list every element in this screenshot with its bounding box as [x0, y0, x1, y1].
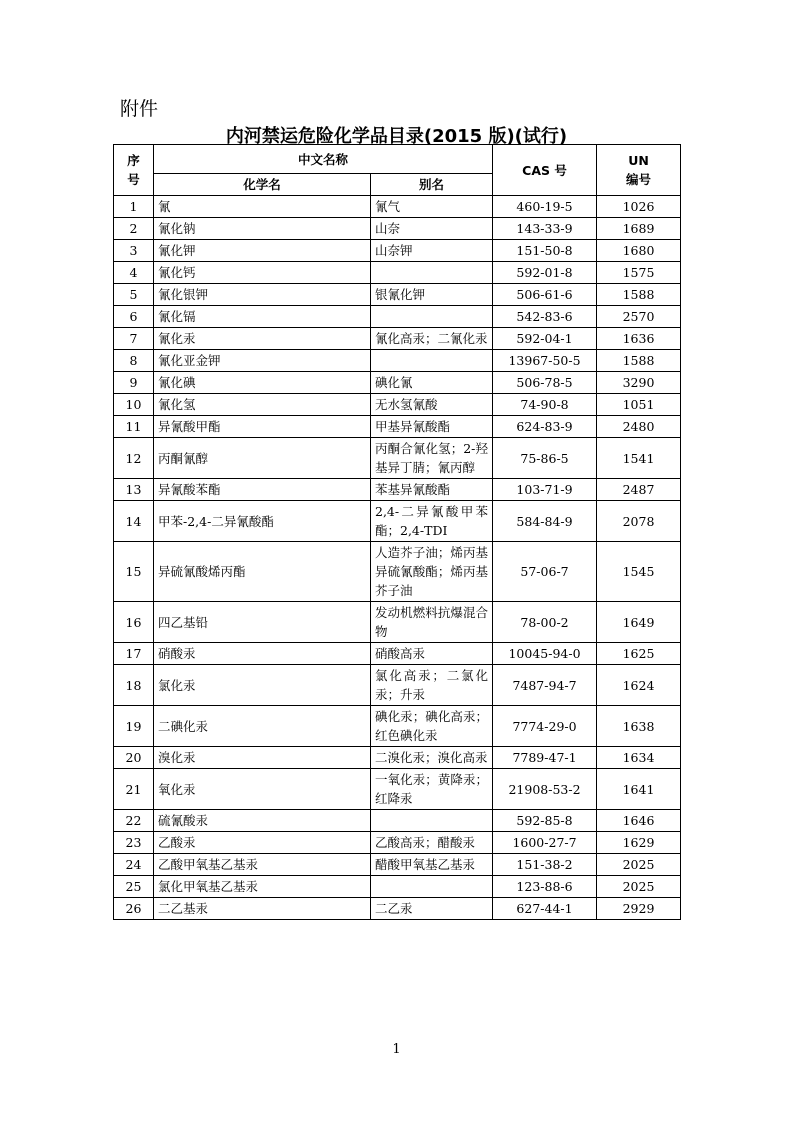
row-number: 16	[114, 602, 154, 643]
chemicals-table	[113, 144, 681, 920]
cas-number-cell: 460-19-5	[493, 196, 597, 218]
row-number: 12	[114, 438, 154, 479]
alias-cell: 碘化氰	[371, 372, 493, 394]
cas-number-cell: 7487-94-7	[493, 665, 597, 706]
chemical-name-cell: 氰化碘	[154, 372, 371, 394]
chemical-name-cell: 氰化氢	[154, 394, 371, 416]
row-number: 7	[114, 328, 154, 350]
cas-number-cell: 57-06-7	[493, 542, 597, 602]
table-row	[114, 416, 681, 438]
row-number: 5	[114, 284, 154, 306]
cas-number-cell: 143-33-9	[493, 218, 597, 240]
cas-number-cell: 7789-47-1	[493, 747, 597, 769]
alias-cell: 发动机燃料抗爆混合物	[371, 602, 493, 643]
alias-cell: 二溴化汞；溴化高汞	[371, 747, 493, 769]
cas-number-cell: 1600-27-7	[493, 832, 597, 854]
header-seq-bottom: 号	[127, 172, 140, 187]
table-row	[114, 665, 681, 706]
table-row	[114, 810, 681, 832]
chemical-name-cell: 异硫氰酸烯丙酯	[154, 542, 371, 602]
un-number-cell: 1625	[597, 643, 681, 665]
row-number: 22	[114, 810, 154, 832]
row-number: 14	[114, 501, 154, 542]
row-number: 21	[114, 769, 154, 810]
row-number: 23	[114, 832, 154, 854]
un-number-cell: 1649	[597, 602, 681, 643]
header-seq-top: 序	[127, 153, 140, 168]
un-number-cell: 2480	[597, 416, 681, 438]
row-number: 6	[114, 306, 154, 328]
un-number-cell: 2929	[597, 898, 681, 920]
cas-number-cell: 75-86-5	[493, 438, 597, 479]
alias-cell: 氰气	[371, 196, 493, 218]
row-number: 18	[114, 665, 154, 706]
chemical-name-cell: 二碘化汞	[154, 706, 371, 747]
header-un	[597, 145, 681, 196]
table-row	[114, 328, 681, 350]
alias-cell: 氯化高汞；二氯化汞；升汞	[371, 665, 493, 706]
alias-cell	[371, 810, 493, 832]
document-title: 内河禁运危险化学品目录(2015 版)(试行)	[225, 126, 568, 147]
alias-cell: 人造芥子油；烯丙基异硫氰酸酯；烯丙基芥子油	[371, 542, 493, 602]
alias-cell	[371, 350, 493, 372]
table-row	[114, 240, 681, 262]
cas-number-cell: 10045-94-0	[493, 643, 597, 665]
alias-cell: 硝酸高汞	[371, 643, 493, 665]
table-row	[114, 898, 681, 920]
cas-number-cell: 592-01-8	[493, 262, 597, 284]
un-number-cell: 1646	[597, 810, 681, 832]
cas-number-cell: 151-38-2	[493, 854, 597, 876]
header-chemical-name: 化学名	[154, 174, 371, 196]
row-number: 20	[114, 747, 154, 769]
alias-cell: 丙酮合氰化氢；2-羟基异丁腈；氰丙醇	[371, 438, 493, 479]
cas-number-cell: 584-84-9	[493, 501, 597, 542]
un-number-cell: 3290	[597, 372, 681, 394]
cas-number-cell: 506-78-5	[493, 372, 597, 394]
chemical-name-cell: 氰化银钾	[154, 284, 371, 306]
chemical-name-cell: 四乙基铅	[154, 602, 371, 643]
chemical-name-cell: 氰化亚金钾	[154, 350, 371, 372]
row-number: 26	[114, 898, 154, 920]
table-row	[114, 262, 681, 284]
un-number-cell: 1588	[597, 350, 681, 372]
row-number: 3	[114, 240, 154, 262]
chemical-name-cell: 二乙基汞	[154, 898, 371, 920]
cas-number-cell: 78-00-2	[493, 602, 597, 643]
row-number: 13	[114, 479, 154, 501]
table-row	[114, 438, 681, 479]
table-row	[114, 643, 681, 665]
row-number: 11	[114, 416, 154, 438]
row-number: 4	[114, 262, 154, 284]
cas-number-cell: 627-44-1	[493, 898, 597, 920]
cas-number-cell: 74-90-8	[493, 394, 597, 416]
alias-cell: 甲基异氰酸酯	[371, 416, 493, 438]
cas-number-cell: 506-61-6	[493, 284, 597, 306]
un-number-cell: 2487	[597, 479, 681, 501]
table-row	[114, 394, 681, 416]
chemical-name-cell: 氰化钙	[154, 262, 371, 284]
alias-cell: 2,4-二异氰酸甲苯酯；2,4-TDI	[371, 501, 493, 542]
chemical-name-cell: 氰	[154, 196, 371, 218]
un-number-cell: 1026	[597, 196, 681, 218]
table-row	[114, 706, 681, 747]
un-number-cell: 2570	[597, 306, 681, 328]
table-row	[114, 350, 681, 372]
un-number-cell: 1638	[597, 706, 681, 747]
page-number: 1	[392, 1042, 401, 1057]
alias-cell	[371, 306, 493, 328]
cas-number-cell: 123-88-6	[493, 876, 597, 898]
un-number-cell: 2078	[597, 501, 681, 542]
un-number-cell: 1051	[597, 394, 681, 416]
attachment-label: 附件	[120, 98, 159, 120]
table-row	[114, 542, 681, 602]
header-alias: 别名	[371, 174, 493, 196]
row-number: 19	[114, 706, 154, 747]
un-number-cell: 1680	[597, 240, 681, 262]
alias-cell: 乙酸高汞；醋酸汞	[371, 832, 493, 854]
un-number-cell: 2025	[597, 876, 681, 898]
chemical-name-cell: 氯化甲氧基乙基汞	[154, 876, 371, 898]
cas-number-cell: 542-83-6	[493, 306, 597, 328]
header-un-bottom: 编号	[626, 172, 652, 187]
alias-cell: 碘化汞；碘化高汞；红色碘化汞	[371, 706, 493, 747]
chemical-name-cell: 异氰酸苯酯	[154, 479, 371, 501]
un-number-cell: 1629	[597, 832, 681, 854]
cas-number-cell: 103-71-9	[493, 479, 597, 501]
chemical-name-cell: 异氰酸甲酯	[154, 416, 371, 438]
header-un-top: UN	[628, 153, 649, 168]
chemical-name-cell: 氰化钾	[154, 240, 371, 262]
row-number: 17	[114, 643, 154, 665]
un-number-cell: 1541	[597, 438, 681, 479]
chemical-name-cell: 氧化汞	[154, 769, 371, 810]
chemical-name-cell: 氰化汞	[154, 328, 371, 350]
table-row	[114, 769, 681, 810]
table-row	[114, 854, 681, 876]
header-seq	[114, 145, 154, 196]
table-row	[114, 602, 681, 643]
alias-cell: 一氧化汞；黄降汞；红降汞	[371, 769, 493, 810]
table-row	[114, 479, 681, 501]
chemical-name-cell: 氰化镉	[154, 306, 371, 328]
un-number-cell: 1624	[597, 665, 681, 706]
alias-cell: 二乙汞	[371, 898, 493, 920]
chemical-name-cell: 丙酮氰醇	[154, 438, 371, 479]
cas-number-cell: 7774-29-0	[493, 706, 597, 747]
un-number-cell: 1689	[597, 218, 681, 240]
chemical-name-cell: 硝酸汞	[154, 643, 371, 665]
row-number: 9	[114, 372, 154, 394]
table-row	[114, 832, 681, 854]
row-number: 25	[114, 876, 154, 898]
cas-number-cell: 151-50-8	[493, 240, 597, 262]
table-body	[114, 196, 681, 920]
chemical-name-cell: 氰化钠	[154, 218, 371, 240]
cas-number-cell: 13967-50-5	[493, 350, 597, 372]
table-row	[114, 501, 681, 542]
header-cas: CAS 号	[493, 145, 597, 196]
table-row	[114, 876, 681, 898]
table-row	[114, 218, 681, 240]
un-number-cell: 1545	[597, 542, 681, 602]
alias-cell: 山奈	[371, 218, 493, 240]
header-chinese-name: 中文名称	[154, 145, 493, 174]
un-number-cell: 1636	[597, 328, 681, 350]
chemical-name-cell: 乙酸甲氧基乙基汞	[154, 854, 371, 876]
table-row	[114, 196, 681, 218]
un-number-cell: 1641	[597, 769, 681, 810]
un-number-cell: 1588	[597, 284, 681, 306]
chemical-name-cell: 氯化汞	[154, 665, 371, 706]
chemical-name-cell: 硫氰酸汞	[154, 810, 371, 832]
table-row	[114, 284, 681, 306]
table-row	[114, 306, 681, 328]
alias-cell: 山奈钾	[371, 240, 493, 262]
un-number-cell: 1575	[597, 262, 681, 284]
row-number: 15	[114, 542, 154, 602]
row-number: 2	[114, 218, 154, 240]
row-number: 24	[114, 854, 154, 876]
row-number: 10	[114, 394, 154, 416]
cas-number-cell: 592-04-1	[493, 328, 597, 350]
chemical-name-cell: 溴化汞	[154, 747, 371, 769]
alias-cell	[371, 262, 493, 284]
row-number: 8	[114, 350, 154, 372]
alias-cell: 氰化高汞；二氰化汞	[371, 328, 493, 350]
alias-cell	[371, 876, 493, 898]
cas-number-cell: 592-85-8	[493, 810, 597, 832]
alias-cell: 无水氢氰酸	[371, 394, 493, 416]
un-number-cell: 2025	[597, 854, 681, 876]
alias-cell: 苯基异氰酸酯	[371, 479, 493, 501]
cas-number-cell: 21908-53-2	[493, 769, 597, 810]
alias-cell: 醋酸甲氧基乙基汞	[371, 854, 493, 876]
alias-cell: 银氰化钾	[371, 284, 493, 306]
table-row	[114, 372, 681, 394]
table-row	[114, 747, 681, 769]
chemical-name-cell: 甲苯-2,4-二异氰酸酯	[154, 501, 371, 542]
cas-number-cell: 624-83-9	[493, 416, 597, 438]
row-number: 1	[114, 196, 154, 218]
chemical-name-cell: 乙酸汞	[154, 832, 371, 854]
un-number-cell: 1634	[597, 747, 681, 769]
